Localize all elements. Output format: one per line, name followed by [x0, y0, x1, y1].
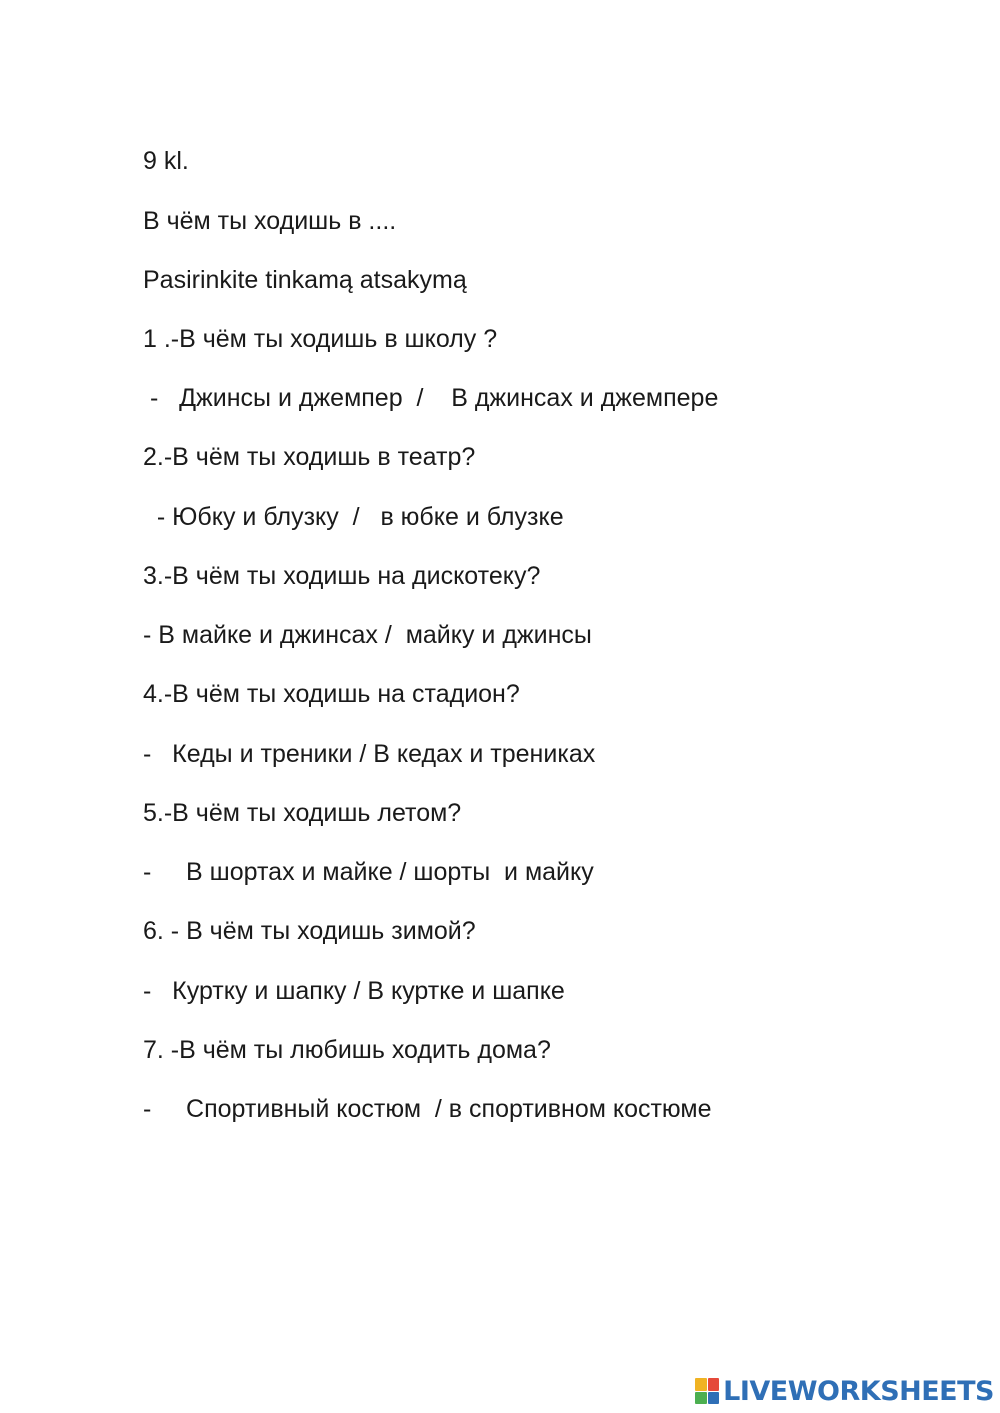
question-3: 3.-В чём ты ходишь на дискотеку?	[143, 562, 541, 590]
logo-tile-green	[695, 1392, 707, 1405]
logo-tile-yellow	[695, 1378, 707, 1391]
question-5: 5.-В чём ты ходишь летом?	[143, 799, 462, 827]
instruction-text: Pasirinkite tinkamą atsakymą	[143, 266, 467, 294]
answer-options-5: - В шортах и майке / шорты и майку	[143, 858, 594, 886]
question-6: 6. - В чём ты ходишь зимой?	[143, 917, 476, 945]
answer-options-4: - Кеды и треники / В кедах и трениках	[143, 740, 596, 768]
question-4: 4.-В чём ты ходишь на стадион?	[143, 680, 520, 708]
logo-tile-red	[708, 1378, 720, 1391]
liveworksheets-logo-icon	[695, 1378, 719, 1404]
question-1: 1 .-В чём ты ходишь в школу ?	[143, 325, 498, 353]
logo-tile-blue	[708, 1392, 720, 1405]
logo-text: LIVEWORKSHEETS	[723, 1375, 994, 1407]
answer-options-6: - Куртку и шапку / В куртке и шапке	[143, 977, 565, 1005]
liveworksheets-logo	[695, 1375, 994, 1407]
worksheet-title: В чём ты ходишь в ....	[143, 207, 397, 235]
grade-label: 9 kl.	[143, 147, 189, 175]
answer-options-7: - Спортивный костюм / в спортивном костюме	[143, 1095, 712, 1123]
question-7: 7. -В чём ты любишь ходить дома?	[143, 1036, 551, 1064]
answer-options-1: - Джинсы и джемпер / В джинсах и джемпере	[143, 384, 719, 412]
answer-options-3: - В майке и джинсах / майку и джинсы	[143, 621, 592, 649]
answer-options-2: - Юбку и блузку / в юбке и блузке	[143, 503, 564, 531]
question-2: 2.-В чём ты ходишь в театр?	[143, 443, 476, 471]
